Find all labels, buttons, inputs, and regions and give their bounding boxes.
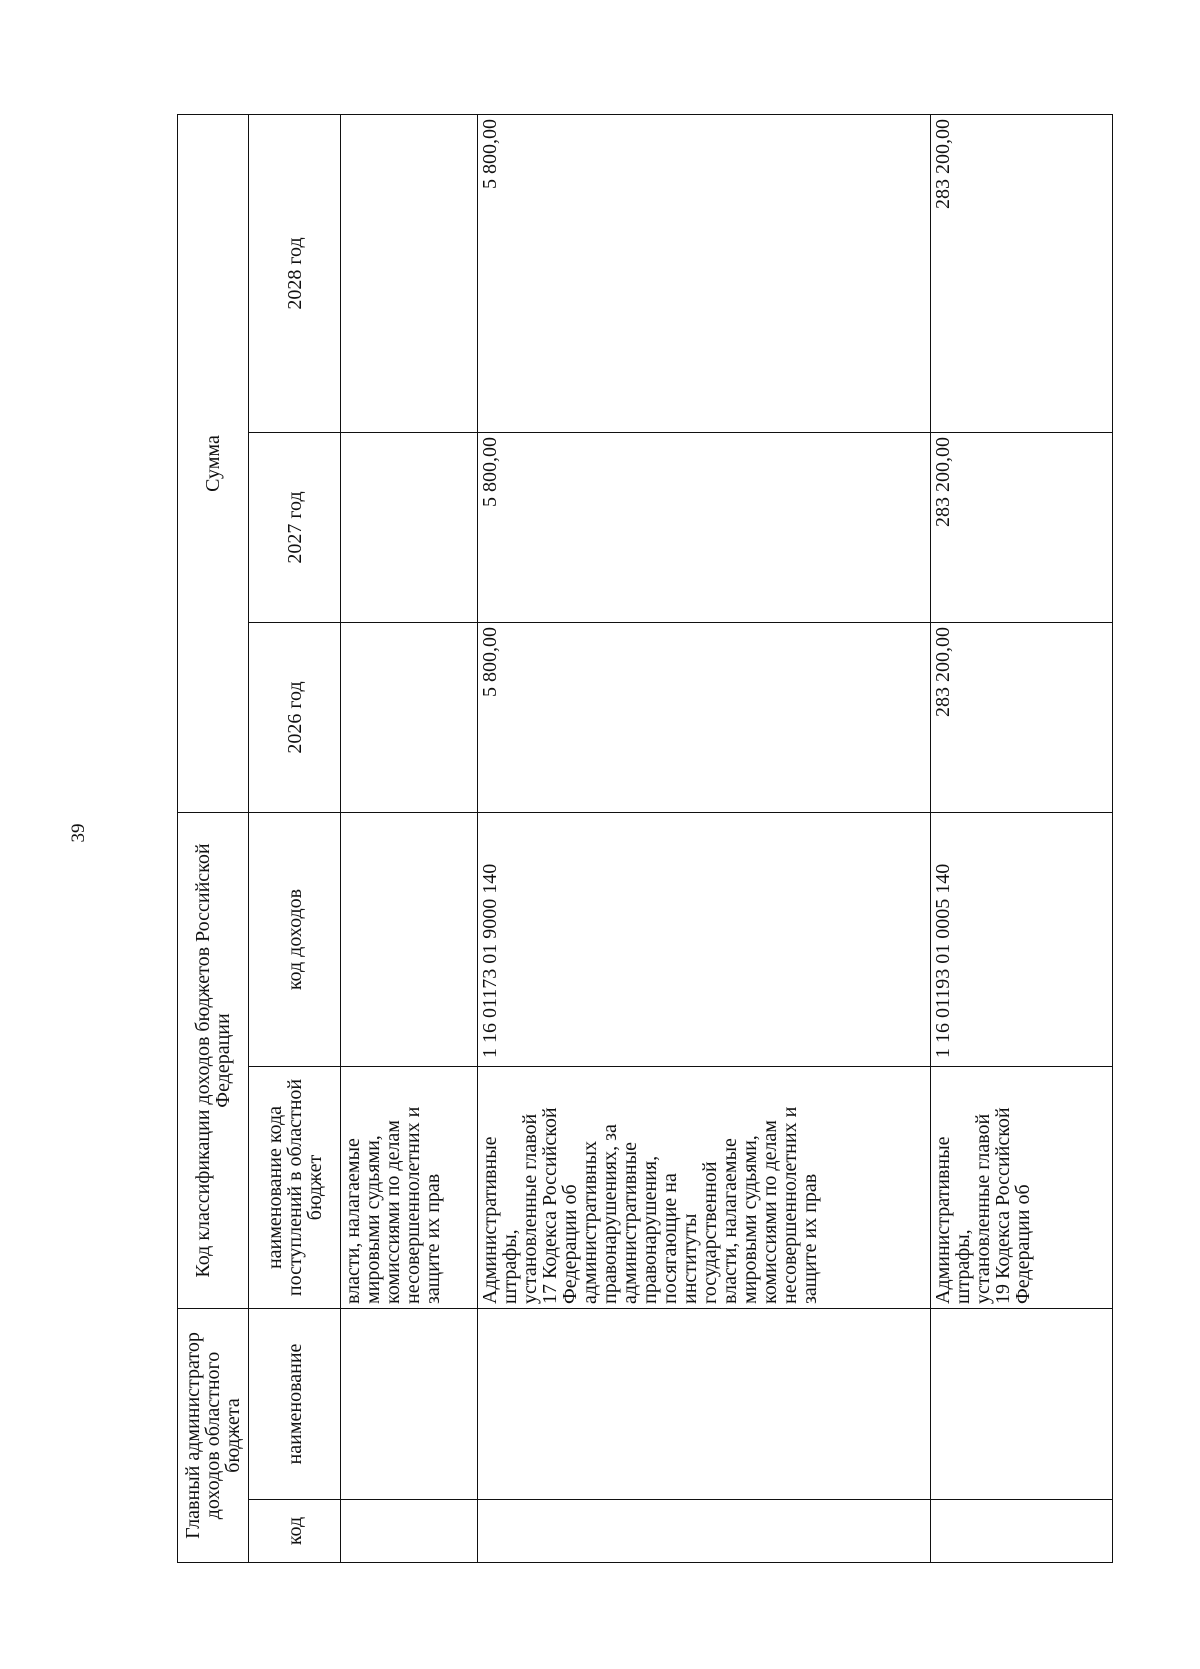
table-row xyxy=(341,114,478,1562)
income-name-line: несовершеннолетних и xyxy=(402,1106,424,1304)
row-admin-name xyxy=(931,1309,1113,1500)
header-col-income-code: код доходов xyxy=(249,813,341,1067)
income-name-line: мировыми судьями, xyxy=(739,1135,761,1304)
page-number: 39 xyxy=(68,823,89,843)
income-name-line: административные xyxy=(619,1142,641,1304)
income-name-line: защите их прав xyxy=(422,1173,444,1304)
header-admin-group: Главный администратор доходов областного бюджета xyxy=(178,1309,249,1563)
row-sum-2027 xyxy=(341,433,478,623)
income-name-line: правонарушениях, за xyxy=(599,1124,621,1304)
income-name-line: власти, налагаемые xyxy=(719,1138,741,1304)
row-sum-2028: 5 800,00 xyxy=(478,114,931,432)
row-admin-code xyxy=(931,1500,1113,1563)
row-sum-2027: 283 200,00 xyxy=(931,433,1113,623)
row-admin-name xyxy=(478,1309,931,1500)
row-income-code xyxy=(341,813,478,1067)
header-col-2026: 2026 год xyxy=(249,623,341,813)
income-name-line: Административные xyxy=(479,1136,501,1304)
revenue-table-rotated xyxy=(177,115,1112,1563)
header-sum-group: Сумма xyxy=(178,114,249,812)
income-name-line: власти, налагаемые xyxy=(342,1138,364,1304)
revenue-table xyxy=(177,114,1113,1563)
row-income-name xyxy=(478,1067,931,1309)
header-row-columns xyxy=(249,114,341,1562)
income-name-line: административных xyxy=(579,1140,601,1304)
row-sum-2026 xyxy=(341,623,478,813)
row-sum-2026: 283 200,00 xyxy=(931,623,1113,813)
row-sum-2028: 283 200,00 xyxy=(931,114,1113,432)
row-income-name xyxy=(931,1067,1113,1309)
header-col-code: код xyxy=(249,1500,341,1563)
row-income-code: 1 16 01173 01 9000 140 xyxy=(478,813,931,1067)
income-name-line: штрафы, xyxy=(952,1229,974,1304)
income-name-line: 17 Кодекса Российской xyxy=(539,1107,561,1304)
row-sum-2026: 5 800,00 xyxy=(478,623,931,813)
table-row xyxy=(478,114,931,1562)
income-name-line: комиссиями по делам xyxy=(759,1120,781,1304)
header-col-name: наименование xyxy=(249,1309,341,1500)
income-name-line: мировыми судьями, xyxy=(362,1135,384,1304)
income-name-line: институты xyxy=(679,1213,701,1304)
income-name-line: несовершеннолетних и xyxy=(779,1106,801,1304)
income-name-line: 19 Кодекса Российской xyxy=(992,1107,1014,1304)
header-row-groups xyxy=(178,114,249,1562)
income-name-line: комиссиями по делам xyxy=(382,1120,404,1304)
income-name-line: Административные xyxy=(932,1136,954,1304)
income-name-line: посягающие на xyxy=(659,1173,681,1304)
income-name-line: установленные главой xyxy=(972,1113,994,1304)
header-classification-group: Код классификации доходов бюджетов Российской Федерации xyxy=(178,813,249,1309)
row-sum-2028 xyxy=(341,114,478,432)
row-admin-code xyxy=(478,1500,931,1563)
income-name-line: штрафы, xyxy=(499,1229,521,1304)
income-name-line: защите их прав xyxy=(799,1173,821,1304)
row-income-name xyxy=(341,1067,478,1309)
income-name-line: государственной xyxy=(699,1161,721,1304)
header-col-income-name: наименование кода поступлений в областной бюджет xyxy=(249,1067,341,1309)
table-row xyxy=(931,114,1113,1562)
row-admin-name xyxy=(341,1309,478,1500)
income-name-line: Федерации об xyxy=(1012,1184,1034,1304)
row-income-code: 1 16 01193 01 0005 140 xyxy=(931,813,1113,1067)
header-col-2028: 2028 год xyxy=(249,114,341,432)
row-admin-code xyxy=(341,1500,478,1563)
income-name-line: установленные главой xyxy=(519,1113,541,1304)
income-name-line: Федерации об xyxy=(559,1184,581,1304)
income-name-line: правонарушения, xyxy=(639,1155,661,1304)
row-sum-2027: 5 800,00 xyxy=(478,433,931,623)
header-col-2027: 2027 год xyxy=(249,433,341,623)
